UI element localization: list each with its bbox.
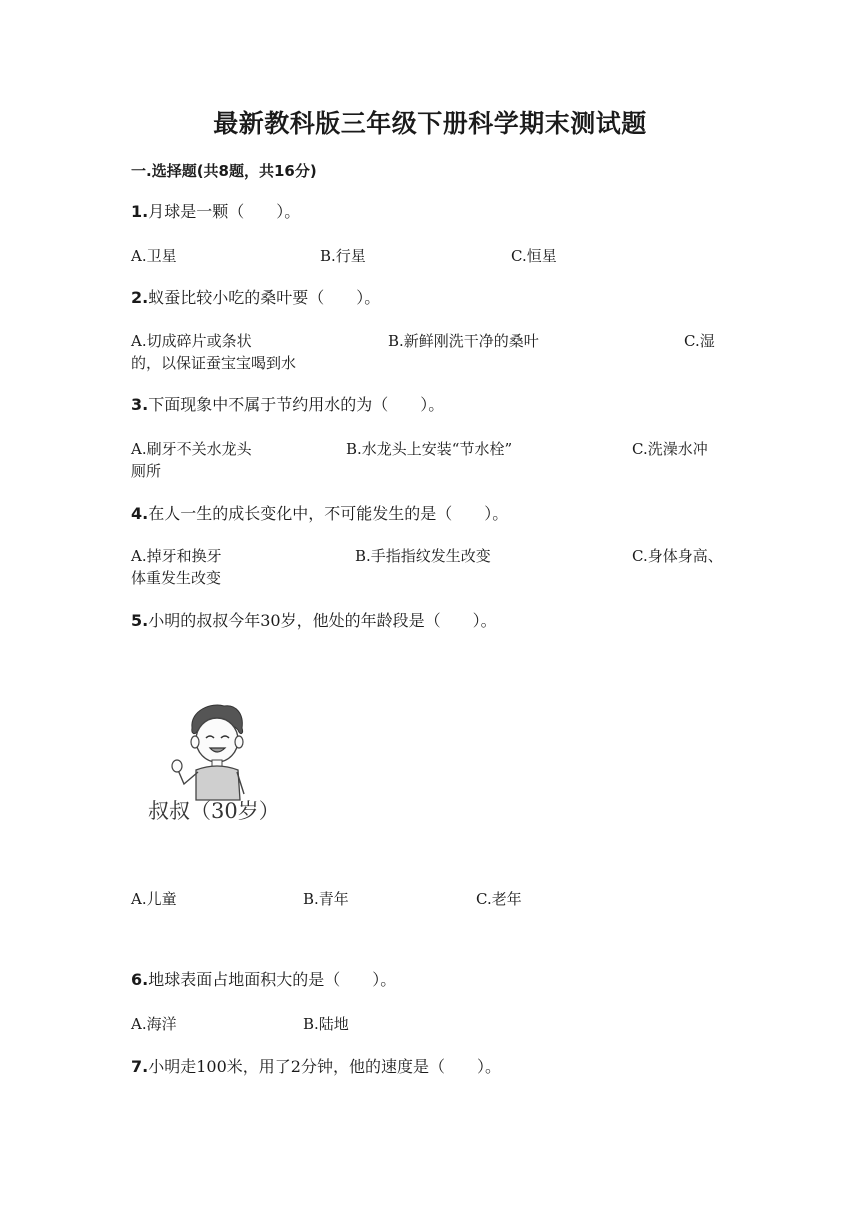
option-6a: A.海洋 — [131, 1015, 177, 1033]
option-1a: A.卫星 — [131, 247, 177, 265]
option-2c: C.湿 — [684, 332, 715, 350]
option-2b: B.新鲜刚洗干净的桑叶 — [388, 332, 539, 350]
option-4c: C.身体身高、 — [632, 547, 723, 565]
question-7 — [131, 1056, 501, 1078]
question-text: 下面现象中不属于节约用水的为（ ）。 — [148, 395, 445, 414]
section-heading: 一.选择题(共8题，共16分) — [131, 162, 317, 180]
option-5a: A.儿童 — [131, 890, 177, 908]
question-2 — [131, 287, 380, 309]
option-2c-continued: 的，以保证蚕宝宝喝到水 — [131, 354, 297, 372]
option-3c: C.洗澡水冲 — [632, 440, 708, 458]
question-number: 4. — [131, 504, 149, 523]
question-6 — [131, 969, 396, 991]
question-number: 1. — [131, 202, 149, 221]
question-number: 7. — [131, 1057, 149, 1076]
question-number: 6. — [131, 970, 149, 989]
option-5b: B.青年 — [303, 890, 349, 908]
option-4a: A.掉牙和换牙 — [131, 547, 222, 565]
illustration-caption: 叔叔（30岁） — [148, 799, 280, 823]
option-1c: C.恒星 — [511, 247, 557, 265]
option-4c-continued: 体重发生改变 — [131, 569, 222, 587]
option-4b: B.手指指纹发生改变 — [355, 547, 491, 565]
question-3 — [131, 394, 444, 416]
question-4 — [131, 503, 508, 525]
question-text: 地球表面占地面积大的是（ ）。 — [148, 970, 397, 989]
option-1b: B.行星 — [320, 247, 366, 265]
option-3a: A.刷牙不关水龙头 — [131, 440, 252, 458]
question-text: 蚁蚕比较小吃的桑叶要（ ）。 — [148, 288, 381, 307]
question-text: 在人一生的成长变化中，不可能发生的是（ ）。 — [148, 504, 509, 523]
option-2a: A.切成碎片或条状 — [131, 332, 252, 350]
question-1 — [131, 201, 300, 223]
question-5 — [131, 610, 497, 632]
question-number: 3. — [131, 395, 149, 414]
page-title: 最新教科版三年级下册科学期末测试题 — [213, 109, 647, 138]
option-3b: B.水龙头上安装“节水栓” — [346, 440, 513, 458]
option-3c-continued: 厕所 — [131, 462, 162, 480]
question-text: 小明的叔叔今年30岁，他处的年龄段是（ ）。 — [148, 611, 497, 630]
question-number: 2. — [131, 288, 149, 307]
option-6b: B.陆地 — [303, 1015, 349, 1033]
question-text: 月球是一颗（ ）。 — [148, 202, 301, 221]
option-5c: C.老年 — [476, 890, 522, 908]
question-number: 5. — [131, 611, 149, 630]
question-text: 小明走100米，用了2分钟，他的速度是（ ）。 — [148, 1057, 501, 1076]
